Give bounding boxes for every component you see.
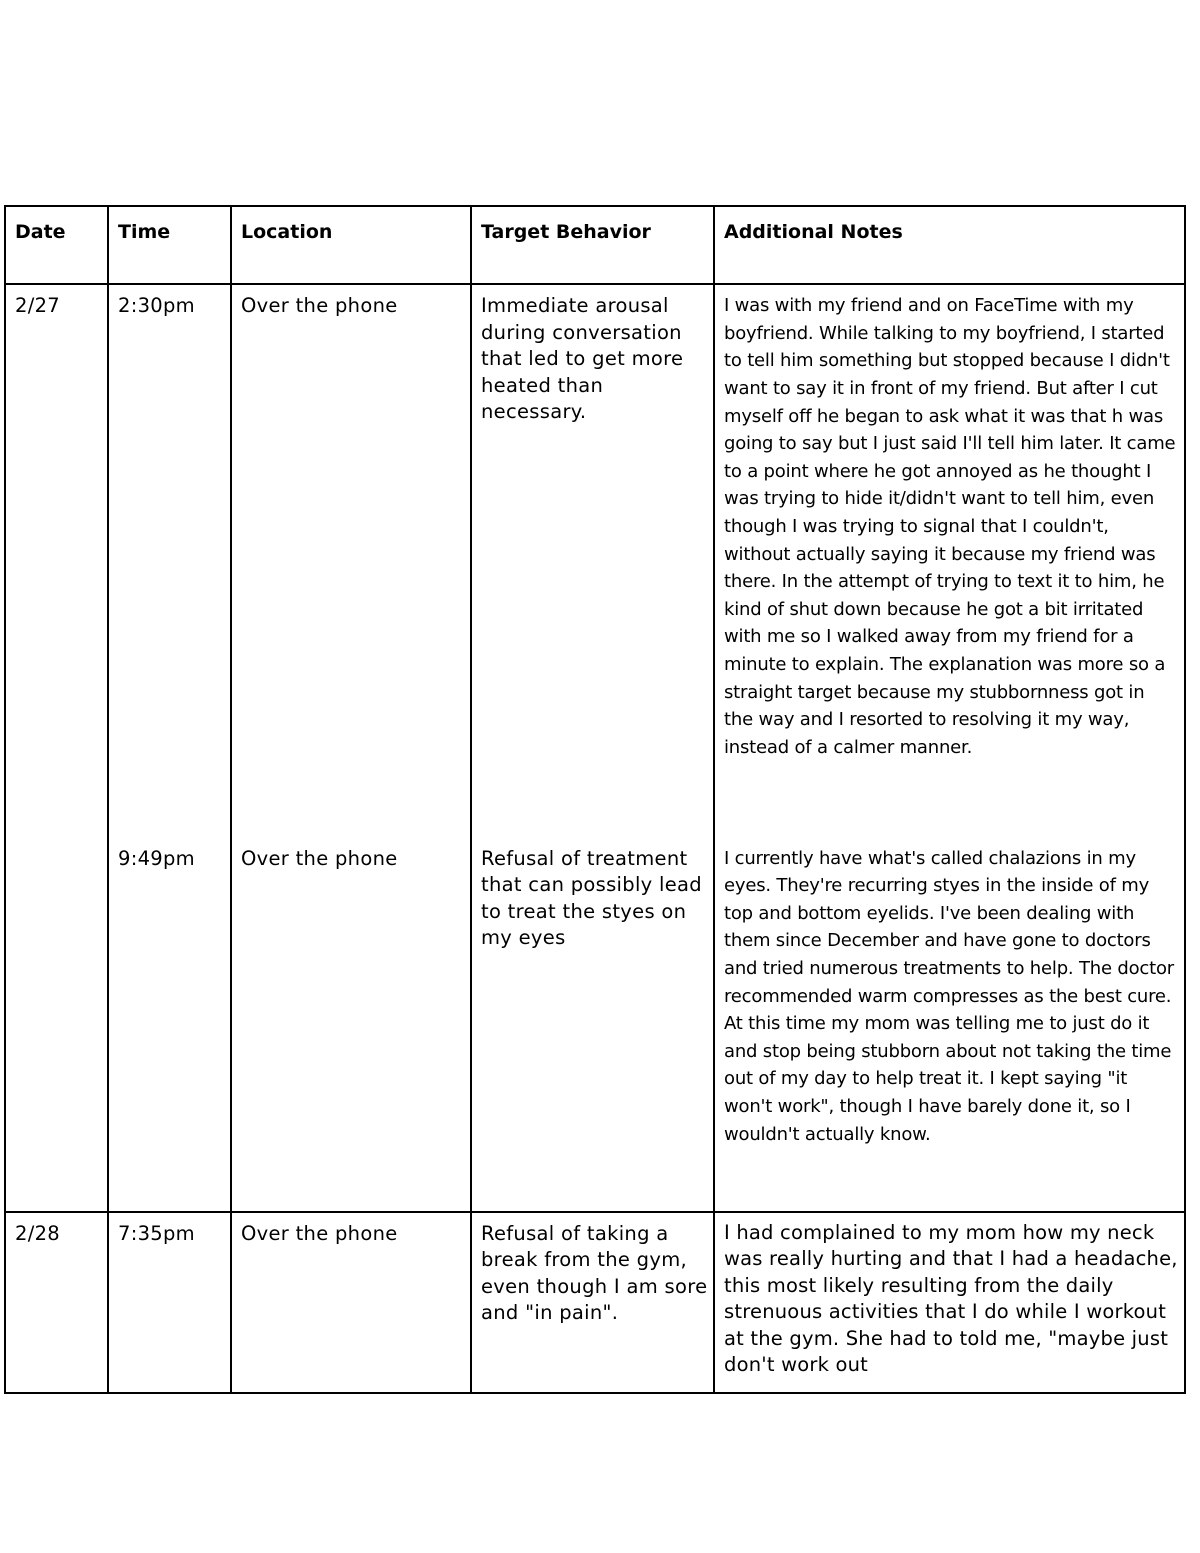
date-cell xyxy=(5,1212,108,1393)
target-behavior-cell xyxy=(471,284,714,837)
date-cell xyxy=(5,284,108,837)
header-location: Location xyxy=(231,206,471,284)
date-text xyxy=(6,838,107,846)
table-row xyxy=(5,284,1185,837)
notes-cell xyxy=(714,1212,1185,1393)
location-text: Over the phone xyxy=(241,846,398,870)
time-text: 9:49pm xyxy=(118,846,195,870)
target-behavior-cell xyxy=(471,1212,714,1393)
header-time: Time xyxy=(108,206,231,284)
time-cell xyxy=(108,838,231,1212)
header-date: Date xyxy=(5,206,108,284)
notes-cell xyxy=(714,284,1185,837)
date-text: 2/27 xyxy=(15,294,60,318)
time-text: 7:35pm xyxy=(118,1221,195,1245)
header-additional-notes: Additional Notes xyxy=(714,206,1185,284)
date-cell xyxy=(5,838,108,1212)
location-cell xyxy=(231,838,471,1212)
time-text: 2:30pm xyxy=(118,294,195,318)
target-behavior-text: Refusal of taking a break from the gym, even though I am sore and "in pain". xyxy=(481,1221,708,1325)
target-behavior-text: Refusal of treatment that can possibly lead to treat the styes on my eyes xyxy=(481,846,702,950)
location-cell xyxy=(231,1212,471,1393)
time-cell xyxy=(108,1212,231,1393)
location-cell xyxy=(231,284,471,837)
date-text: 2/28 xyxy=(15,1221,60,1245)
notes-cell xyxy=(714,838,1185,1212)
target-behavior-cell xyxy=(471,838,714,1212)
time-cell xyxy=(108,284,231,837)
header-target-behavior: Target Behavior xyxy=(471,206,714,284)
target-behavior-text: Immediate arousal during conversation that led to get more heated than necessary. xyxy=(481,294,684,424)
table-row xyxy=(5,1212,1185,1393)
notes-text: I was with my friend and on FaceTime with my boyfriend. While talking to my boyfriend, I started to tell him something but stopped because I didn't want to say it in front of my friend. But after I cut myself off he began to ask what it was that h was going to say but I just said I'll tell him later. It came to a point where he got annoyed as he thought I was trying to hide it/didn't want to tell him, even though I was trying to signal that I couldn't, without actually saying it because my friend was there. In the attempt of trying to text it to him, he kind of shut down because he got a bit irritated with me so I walked away from my friend for a minute to explain. The explanation was more so a straight target because my stubbornness got in the way and I resorted to resolving it my way, instead of a calmer manner. xyxy=(724,295,1176,758)
table-header-row xyxy=(5,206,1185,284)
behavior-log-table xyxy=(4,205,1186,1394)
location-text: Over the phone xyxy=(241,294,398,318)
table-row xyxy=(5,838,1185,1212)
location-text: Over the phone xyxy=(241,1221,398,1245)
notes-text: I had complained to my mom how my neck was really hurting and that I had a headache, this most likely resulting from the daily strenuous activities that I do while I workout at the gym. She had to told me, "maybe just don't work out xyxy=(724,1220,1178,1377)
notes-text: I currently have what's called chalazions in my eyes. They're recurring styes in the inside of my top and bottom eyelids. I've been dealing with them since December and have gone to doctors and tried numerous treatments to help. The doctor recommended warm compresses as the best cure. At this time my mom was telling me to just do it and stop being stubborn about not taking the time out of my day to help treat it. I kept saying "it won't work", though I have barely done it, so I wouldn't actually know. xyxy=(724,847,1174,1145)
